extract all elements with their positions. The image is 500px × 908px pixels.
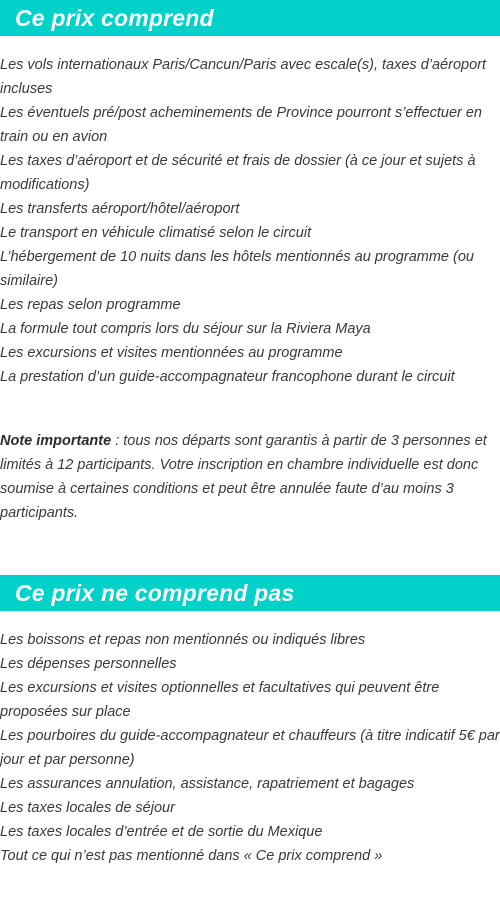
list-item: Tout ce qui n’est pas mentionné dans « Ce prix comprend »: [0, 848, 383, 864]
list-item: Les repas selon programme: [0, 297, 181, 313]
list-item: Les assurances annulation, assistance, rapatriement et bagages: [0, 776, 415, 792]
important-note-text: : tous nos départs sont garantis à partir de 3 personnes et limités à 12 participants. Votre inscription en chambre individuelle est donc soumise à certaines conditions et peut être annulée faute d’au moins 3 participants.: [0, 433, 487, 521]
list-item: Les taxes d’aéroport et de sécurité et frais de dossier (à ce jour et sujets à modifications): [0, 153, 476, 193]
list-item: Les éventuels pré/post acheminements de Province pourront s’effectuer en train ou en avion: [0, 105, 482, 145]
list-item: La prestation d’un guide-accompagnateur francophone durant le circuit: [0, 369, 455, 385]
list-item: Les transferts aéroport/hôtel/aéroport: [0, 201, 240, 217]
list-item: Les excursions et visites optionnelles et facultatives qui peuvent être proposées sur place: [0, 680, 440, 720]
list-item: Les dépenses personnelles: [0, 656, 177, 672]
excluded-section-title: Ce prix ne comprend pas: [15, 579, 295, 606]
list-item: L’hébergement de 10 nuits dans les hôtels mentionnés au programme (ou similaire): [0, 249, 474, 289]
included-list: [0, 53, 500, 389]
list-item: Les vols internationaux Paris/Cancun/Paris avec escale(s), taxes d’aéroport incluses: [0, 57, 486, 97]
list-item: Les pourboires du guide-accompagnateur et chauffeurs (à titre indicatif 5€ par jour et par personne): [0, 728, 500, 768]
list-item: Les taxes locales d’entrée et de sortie du Mexique: [0, 824, 323, 840]
excluded-section-header: [0, 575, 500, 611]
list-item: La formule tout compris lors du séjour sur la Riviera Maya: [0, 321, 371, 337]
excluded-list: [0, 628, 500, 868]
included-section-title: Ce prix comprend: [15, 4, 214, 31]
included-section-header: [0, 0, 500, 36]
list-item: Les taxes locales de séjour: [0, 800, 175, 816]
important-note-label: Note importante: [0, 433, 112, 449]
list-item: Les boissons et repas non mentionnés ou indiqués libres: [0, 632, 366, 648]
list-item: Les excursions et visites mentionnées au programme: [0, 345, 343, 361]
important-note: [0, 429, 500, 525]
list-item: Le transport en véhicule climatisé selon le circuit: [0, 225, 312, 241]
